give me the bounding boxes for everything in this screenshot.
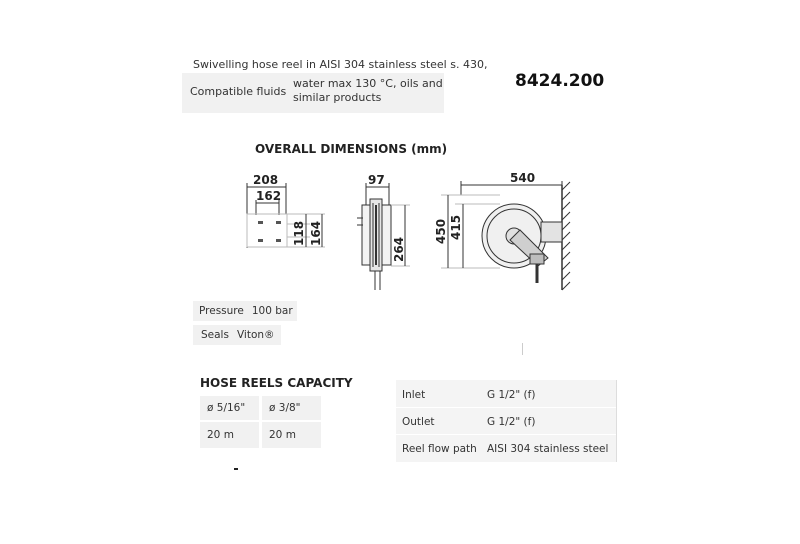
compatible-fluids-label: Compatible fluids: [190, 85, 287, 98]
pressure-value: 100 bar: [251, 305, 293, 317]
capacity-value: 20 m: [207, 429, 234, 441]
dim-wall-length: 540: [510, 171, 536, 185]
pressure-label: Pressure: [199, 305, 244, 317]
dim-wall-height-inner: 415: [449, 214, 463, 240]
front-view-holes: [258, 221, 281, 242]
spec-row-inlet: [396, 381, 616, 408]
dim-wall-height-outer: 450: [434, 218, 448, 244]
capacity-header-3-8: [262, 396, 321, 420]
seals-value: Viton®: [236, 329, 275, 341]
dim-front-height-outer: 164: [309, 220, 323, 246]
seals-label: Seals: [201, 329, 229, 341]
overall-dimensions-title: OVERALL DIMENSIONS (mm): [255, 142, 448, 156]
dim-front-height-inner: 118: [292, 220, 306, 246]
seals-row: [193, 325, 281, 345]
spec-label: Inlet: [402, 388, 426, 401]
capacity-column-label: ø 5/16": [207, 402, 246, 414]
compatible-fluids-value: water max 130 °C, oils and similar products: [293, 77, 443, 104]
pressure-row: [193, 301, 297, 321]
spec-value: AISI 304 stainless steel: [487, 442, 609, 455]
dim-front-width-outer: 208: [253, 173, 279, 187]
product-code: 8424.200: [515, 71, 605, 91]
capacity-column-label: ø 3/8": [269, 402, 301, 414]
spec-label: Outlet: [402, 415, 435, 428]
spec-value: G 1/2" (f): [487, 415, 536, 428]
product-title: Swivelling hose reel in AISI 304 stainless steel s. 430,: [193, 58, 488, 71]
capacity-header-5-16: [200, 396, 259, 420]
capacity-value-5-16: [200, 422, 259, 448]
connection-specs-table: [396, 380, 617, 462]
spec-row-outlet: [396, 408, 616, 435]
capacity-value-3-8: [262, 422, 321, 448]
capacity-value: 20 m: [269, 429, 296, 441]
dim-side-height: 264: [392, 236, 406, 262]
spec-value: G 1/2" (f): [487, 388, 536, 401]
dim-front-width-inner: 162: [256, 189, 282, 203]
footnote-mark: [234, 468, 238, 470]
dim-side-width: 97: [368, 173, 385, 187]
spec-label: Reel flow path: [402, 442, 477, 455]
spec-row-flow-path: [396, 435, 616, 462]
divider-mark: [522, 343, 523, 355]
hose-reels-capacity-title: HOSE REELS CAPACITY: [200, 376, 353, 390]
side-view-drawing: [357, 183, 410, 290]
